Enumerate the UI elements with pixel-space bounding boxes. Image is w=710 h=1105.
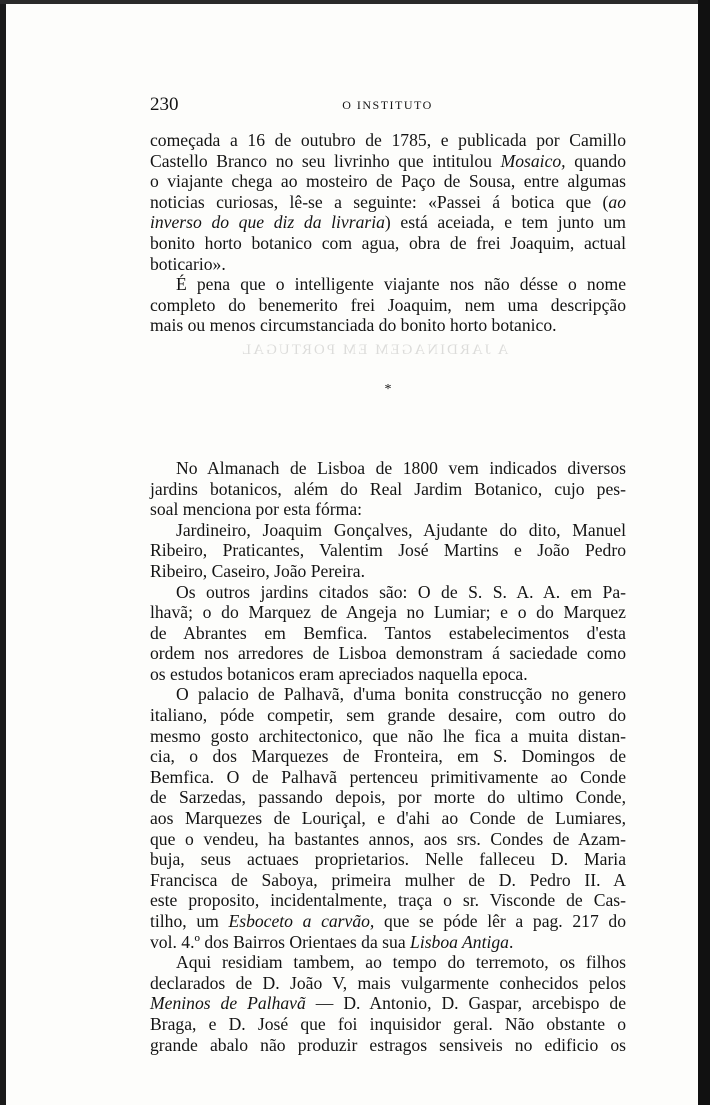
text-line: mesmo gosto architectonico, que não lhe fica a muita distan- bbox=[150, 725, 626, 746]
paragraph bbox=[150, 582, 626, 685]
text-line: italiano, póde competir, sem grande desaire, com outro do bbox=[150, 705, 626, 726]
text-line: Os outros jardins citados são: O de S. S. A. A. em Pa- bbox=[176, 581, 626, 602]
page-edge-left bbox=[0, 0, 6, 1105]
text-line: mais ou menos circumstanciada do bonito horto botanico. bbox=[150, 315, 557, 336]
text-line: jardins botanicos, além do Real Jardim Botanico, cujo pes- bbox=[150, 478, 626, 499]
text-line: aos Marquezes de Louriçal, e d'ahi ao Conde de Lumiares, bbox=[150, 808, 626, 829]
page-edge-top bbox=[0, 0, 710, 4]
text-line: ordem nos arredores de Lisboa demonstram á saciedade como bbox=[150, 643, 626, 664]
text-line: É pena que o intelligente viajante nos não désse o nome bbox=[176, 274, 626, 295]
text-line: soal menciona por esta fórma: bbox=[150, 499, 363, 520]
paragraph bbox=[150, 952, 626, 1055]
text-line: de Abrantes em Bemfica. Tantos estabelecimentos d'esta bbox=[150, 622, 626, 643]
text-line: tilho, um Esboceto a carvão, que se póde lêr a pag. 217 do bbox=[150, 911, 626, 931]
text-line: que o vendeu, ha bastantes annos, aos srs. Condes de Azam- bbox=[150, 828, 626, 849]
text-line: cia, o dos Marquezes de Fronteira, em S. Domingos de bbox=[150, 746, 626, 767]
bleed-through-text: A JARDINAGEM EM PORTUGAL bbox=[240, 342, 509, 358]
text-line: vol. 4.º dos Bairros Orientaes da sua Lisboa Antiga. bbox=[150, 931, 514, 952]
text-line: Ribeiro, Praticantes, Valentim José Martins e João Pedro bbox=[150, 540, 626, 561]
text-line: de Sarzedas, passando depois, por morte do ultimo Conde, bbox=[150, 787, 626, 808]
text-line: O palacio de Palhavã, d'uma bonita construcção no genero bbox=[176, 684, 626, 705]
text-line: grande abalo não produzir estragos sensiveis no edificio os bbox=[150, 1034, 626, 1055]
text-line: Aqui residiam tambem, ao tempo do terremoto, os filhos bbox=[176, 952, 626, 973]
text-line: Ribeiro, Caseiro, João Pereira. bbox=[150, 560, 365, 581]
text-line: lhavã; o do Marquez de Angeja no Lumiar; e o do Marquez bbox=[150, 602, 626, 623]
text-line: começada a 16 de outubro de 1785, e publicada por Camillo bbox=[150, 130, 626, 150]
page-header bbox=[150, 94, 625, 116]
section-separator: * bbox=[384, 381, 392, 397]
text-line: Francisca de Saboya, primeira mulher de D. Pedro II. A bbox=[150, 869, 626, 890]
text-line: bonito horto botanico com agua, obra de frei Joaquim, actual bbox=[150, 232, 626, 253]
body-text bbox=[150, 130, 626, 1055]
paragraph bbox=[150, 520, 626, 582]
text-line: Castello Branco no seu livrinho que intitulou Mosaico, quando bbox=[150, 150, 626, 171]
paragraph bbox=[150, 130, 626, 274]
text-line: este proposito, incidentalmente, traça o sr. Visconde de Cas- bbox=[150, 890, 626, 911]
paragraph bbox=[150, 274, 626, 336]
text-line: declarados de D. João V, mais vulgarmente conhecidos pelos bbox=[150, 972, 626, 993]
text-line: buja, seus actuaes proprietarios. Nelle falleceu D. Maria bbox=[150, 849, 626, 870]
text-line: o viajante chega ao mosteiro de Paço de Sousa, entre algumas bbox=[150, 171, 626, 192]
text-line: boticario». bbox=[150, 253, 226, 274]
text-line: Jardineiro, Joaquim Gonçalves, Ajudante do dito, Manuel bbox=[176, 519, 626, 540]
paragraph bbox=[150, 684, 626, 952]
text-line: Meninos de Palhavã — D. Antonio, D. Gaspar, arcebispo de bbox=[150, 993, 627, 1014]
text-line: Bemfica. O de Palhavã pertenceu primitivamente ao Conde bbox=[150, 766, 626, 787]
paragraph bbox=[150, 458, 626, 520]
text-line: completo do benemerito frei Joaquim, nem uma descripção bbox=[150, 294, 626, 315]
page-number: 230 bbox=[150, 94, 179, 115]
running-head: O INSTITUTO bbox=[342, 98, 433, 112]
text-line: noticias curiosas, lê-se a seguinte: «Passei á botica que (ao bbox=[150, 191, 626, 212]
text-line: inverso do que diz da livraria) está aceiada, e tem junto um bbox=[150, 212, 626, 233]
text-line: os estudos botanicos eram apreciados naquella epoca. bbox=[150, 663, 528, 684]
page-edge-right bbox=[698, 0, 710, 1105]
text-line: Braga, e D. José que foi inquisidor geral. Não obstante o bbox=[150, 1013, 626, 1034]
text-line: No Almanach de Lisboa de 1800 vem indicados diversos bbox=[176, 457, 626, 478]
